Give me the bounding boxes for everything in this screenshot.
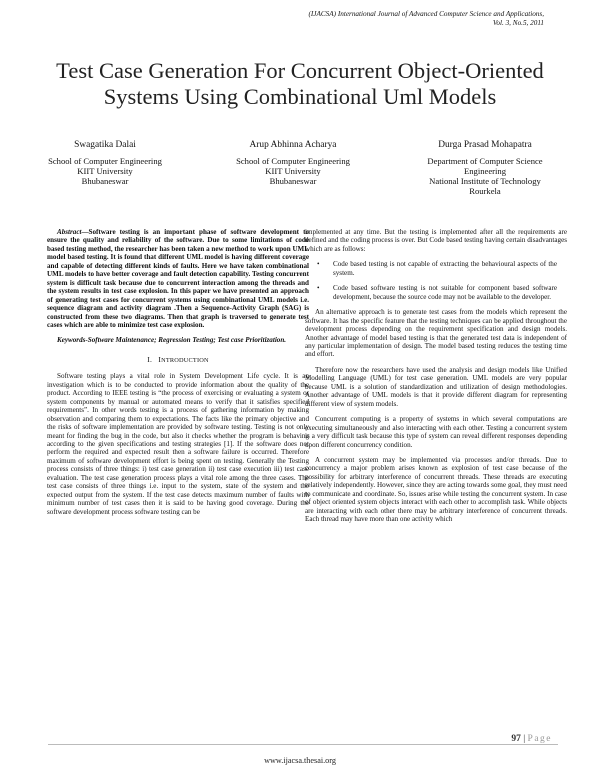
section-heading — [47, 356, 309, 365]
author-affiliation-line: Rourkela — [469, 186, 501, 196]
body-paragraph: Concurrent computing is a property of systems in which several computations are executing simultaneously and also interacting with each other. Testing a concurrent system is a very difficult task because this type of system can reveal different responses depending upon different concurrency condition. — [305, 415, 567, 449]
abstract-text: Software testing is an important phase of software development to ensure the quality and reliability of the software. Due to some limitations of code based testing method, the researcher has been taken a new method to work upon UML model based testing. It is found that different UML model is having different coverage and capable of detecting different kinds of faults. Here we have taken combinational UML models to have better coverage and fault detection capability. Testing concurrent system is difficult task because due to concurrent interaction among the threads and the system results in test case explosion. In this paper we have presented an approach of generating test cases for concurrent systems using combinational UML models i.e. sequence diagram and activity diagram .Then a Sequence-Activity Graph (SAG) is constructed from these two diagrams. Then that graph is traversed to generate test cases which are able to minimize test case explosion. — [47, 228, 309, 329]
section-title-rest: NTRODUCTION — [161, 356, 209, 364]
author-affiliation-line: School of Computer Engineering — [48, 156, 162, 166]
paper-title-line2: Systems Using Combinational Uml Models — [103, 84, 497, 109]
author-name: Arup Abhinna Acharya — [249, 140, 337, 150]
section-number: I. — [147, 354, 153, 364]
keywords-label: Keywords- — [57, 336, 88, 345]
page-number-value: 97 — [511, 734, 521, 744]
bullet-item — [305, 260, 567, 277]
footer-divider — [48, 744, 558, 745]
body-paragraph: Therefore now the researchers have used the analysis and design models like Unified Modelling Language (UML) for test case generation. UML models are very popular because UML is a solution of standardization and utilization of design methodologies. Another advantage of UML models is that it provide different diagram for representing different view of system models. — [305, 365, 567, 408]
author-3 — [400, 140, 570, 196]
author-affiliation-line: Bhubaneswar — [81, 176, 129, 186]
author-affiliation-line: Department of Computer Science — [427, 156, 543, 166]
section-title-initial: I — [158, 354, 162, 364]
keywords — [47, 336, 309, 344]
bullet-icon: • — [317, 284, 320, 293]
page-label: Page — [527, 734, 552, 744]
paper-title-line1: Test Case Generation For Concurrent Object-Oriented — [56, 58, 544, 83]
author-affiliation-line: Bhubaneswar — [269, 176, 317, 186]
author-affiliation-line: National Institute of Technology — [429, 176, 541, 186]
page-number — [511, 734, 552, 744]
author-affiliation-line: Engineering — [464, 166, 506, 176]
abstract — [47, 228, 309, 329]
journal-header-line1: (IJACSA) International Journal of Advanced Computer Science and Applications, — [308, 10, 544, 18]
bullet-text: Code based software testing is not suitable for component based software development, because the source code may not be available to the developer. — [333, 284, 557, 301]
author-name: Durga Prasad Mohapatra — [438, 140, 532, 150]
page-separator: | — [523, 734, 526, 744]
author-affiliation-line: School of Computer Engineering — [236, 156, 350, 166]
abstract-label: Abstract — [57, 228, 82, 236]
left-column — [47, 228, 309, 516]
bullet-item — [305, 284, 567, 301]
journal-header — [224, 10, 544, 28]
body-paragraph: An alternative approach is to generate test cases from the models which represent the software. It has the specific feature that the testing techniques can be applied throughout the development process depending on the requirement specification and design models. Another advantage of model based testing is that the generated test data is independent of any particular implementation of design. The model based testing reduces the testing time and effort. — [305, 308, 567, 359]
author-1 — [20, 140, 190, 186]
body-paragraph: Software testing plays a vital role in System Development Life cycle. It is an investigation which is to be conducted to provide information about the quality of the product. According to IEEE testing is “the process of exercising or evaluating a system or system components by manual or automated means to verify that it satisfies specified requirements”. In other words testing is a process of gathering information by making observation and comparing them to expectations. The facts like the primary objective and the risks of software implementation are provided by software testing. Testing is not only meant for finding the bug in the code, but also it checks whether the program is behaving according to the given specifications and testing strategies [1]. If the software does not perform the required and expected result then a software failure is occurred. Therefore maximum of software development effort is being spent on testing. Generally the Testing process consists of three things: i) test case generation ii) test case execution iii) test case evaluation. The test case generation process plays a vital role among the three cases. The test case consists of three things i.e. input to the system, state of the system and the expected output from the system. If the test case detects maximum number of faults with minimum number of test cases then it is said to be having good coverage. During the software development process software testing can be — [47, 372, 309, 516]
abstract-dash: — — [81, 228, 89, 236]
author-name: Swagatika Dalai — [74, 140, 136, 150]
footer-url: www.ijacsa.thesai.org — [264, 756, 336, 765]
journal-header-line2: Vol. 3, No.5, 2011 — [492, 19, 544, 27]
keywords-text: Software Maintenance; Regression Testing; Test case Prioritization. — [87, 336, 287, 345]
paper-title — [20, 58, 580, 110]
bullet-text: Code based testing is not capable of extracting the behavioural aspects of the system. — [333, 260, 557, 277]
bullet-list — [305, 260, 567, 301]
right-column — [305, 228, 567, 524]
bullet-icon: • — [317, 260, 320, 269]
author-affiliation-line: KIIT University — [77, 166, 133, 176]
body-paragraph: A concurrent system may be implemented via processes and/or threads. Due to concurrency a major problem arises known as explosion of test case because of the possibility for arbitrary interference of concurrent threads. These threads are executing relatively independently. However, since they are acting towards some goal, they must need to communicate and coordinate. So, issues arise while testing the concurrent system. In case of object oriented system objects interact with each other to accomplish task. While objects are interacting with each other there may be arbitrary interference of concurrent threads. Each thread may have more than one activity which — [305, 455, 567, 524]
author-affiliation-line: KIIT University — [265, 166, 321, 176]
author-2 — [208, 140, 378, 186]
body-paragraph: implemented at any time. But the testing is implemented after all the requirements are defined and the coding process is over. But Code based testing having certain disadvantages which are as follows: — [305, 228, 567, 253]
